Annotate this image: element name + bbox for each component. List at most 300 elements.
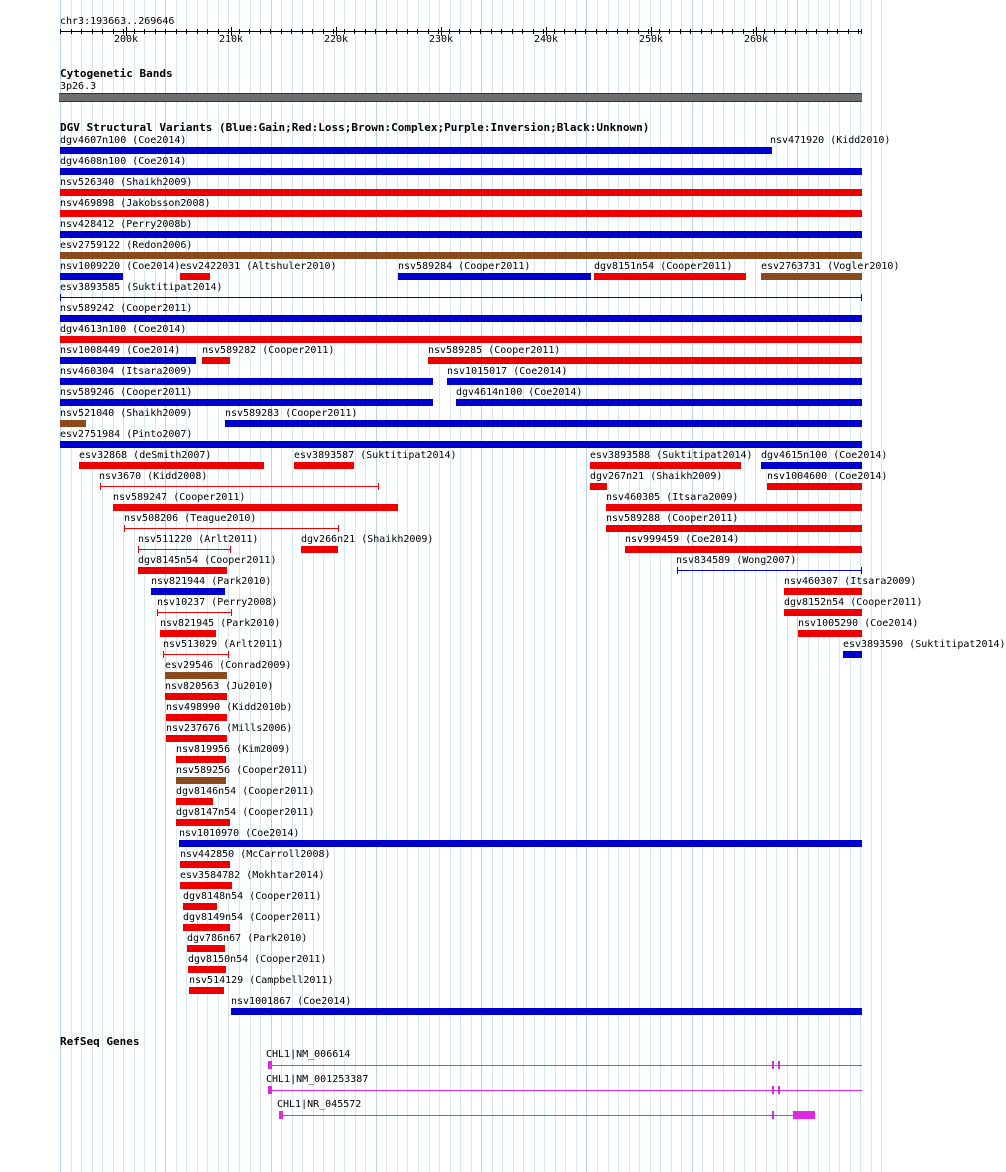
ruler-arrow-right (861, 29, 862, 34)
variant-label: nsv508206 (Teague2010) (124, 513, 257, 524)
gene-exon[interactable] (268, 1061, 272, 1069)
cytoband-bar[interactable] (59, 93, 862, 102)
grid-line (671, 0, 672, 1172)
ruler-tick-label: 210k (218, 34, 244, 45)
ruler-minor-tick (176, 29, 177, 34)
ruler-tick-label: 240k (533, 34, 559, 45)
variant-bar[interactable] (166, 714, 227, 721)
variant-bar[interactable] (60, 315, 862, 322)
grid-line (81, 0, 82, 1172)
grid-line (492, 0, 493, 1172)
variant-label: nsv589282 (Cooper2011) (202, 345, 335, 356)
ruler-minor-tick (165, 29, 166, 34)
variant-bar[interactable] (165, 672, 227, 679)
variant-label: esv2751984 (Pinto2007) (60, 429, 193, 440)
variant-end-tick (378, 483, 379, 490)
grid-line (629, 0, 630, 1172)
ruler-minor-tick (312, 29, 313, 34)
variant-bar[interactable] (189, 987, 224, 994)
variant-bar[interactable] (60, 147, 772, 154)
grid-line (386, 0, 387, 1172)
variant-label: nsv819956 (Kim2009) (176, 744, 291, 755)
variant-bar[interactable] (590, 462, 741, 469)
ruler-tick-label: 230k (428, 34, 454, 45)
grid-line (555, 0, 556, 1172)
variant-label: nsv589242 (Cooper2011) (60, 303, 193, 314)
variant-label: dgv786n67 (Park2010) (187, 933, 308, 944)
variant-label: nsv498990 (Kidd2010b) (166, 702, 293, 713)
variant-bar[interactable] (180, 861, 230, 868)
variant-label: nsv442850 (McCarroll2008) (180, 849, 331, 860)
variant-bar[interactable] (166, 735, 227, 742)
variant-label: nsv589285 (Cooper2011) (428, 345, 561, 356)
ruler-minor-tick (291, 29, 292, 34)
variant-bar[interactable] (60, 336, 862, 343)
variant-end-tick (60, 294, 61, 301)
grid-line (734, 0, 735, 1172)
grid-line (113, 0, 114, 1172)
variant-bar[interactable] (60, 357, 196, 364)
gene-exon[interactable] (772, 1111, 774, 1119)
variant-bar[interactable] (294, 462, 354, 469)
variant-label: esv3893590 (Suktitipat2014) (843, 639, 1006, 650)
grid-line (144, 0, 145, 1172)
variant-end-tick (124, 525, 125, 532)
variant-bar[interactable] (447, 378, 862, 385)
variant-label: dgv4608n100 (Coe2014) (60, 156, 187, 167)
variant-label: dgv4607n100 (Coe2014) (60, 135, 187, 146)
grid-line (429, 0, 430, 1172)
grid-line (597, 0, 598, 1172)
variant-line[interactable] (163, 654, 229, 655)
ruler-minor-tick (816, 29, 817, 34)
variant-label: nsv589246 (Cooper2011) (60, 387, 193, 398)
variant-line[interactable] (138, 549, 231, 550)
variant-end-tick (231, 609, 232, 616)
ruler-minor-tick (827, 29, 828, 34)
variant-label: dgv8151n54 (Cooper2011) (594, 261, 733, 272)
ruler-minor-tick (407, 29, 408, 34)
variant-bar[interactable] (843, 651, 862, 658)
variant-bar[interactable] (606, 504, 862, 511)
cytoband-label: 3p26.3 (60, 81, 97, 92)
ruler-minor-tick (638, 29, 639, 34)
variant-bar[interactable] (183, 924, 230, 931)
variant-bar[interactable] (60, 168, 862, 175)
ruler-minor-tick (512, 29, 513, 34)
ruler-minor-tick (249, 29, 250, 34)
ruler-minor-tick (386, 29, 387, 34)
variant-bar[interactable] (590, 483, 607, 490)
variant-label: nsv460307 (Itsara2009) (784, 576, 917, 587)
grid-line (544, 0, 545, 1172)
ruler-minor-tick (459, 29, 460, 34)
variant-bar[interactable] (60, 441, 862, 448)
variant-bar[interactable] (60, 399, 433, 406)
gene-exon[interactable] (778, 1086, 780, 1094)
variant-label: dgv4613n100 (Coe2014) (60, 324, 187, 335)
variant-label: nsv1004600 (Coe2014) (767, 471, 888, 482)
gene-exon[interactable] (279, 1111, 283, 1119)
variant-label: dgv8150n54 (Cooper2011) (188, 954, 327, 965)
ruler-minor-tick (753, 29, 754, 34)
variant-label: esv32868 (deSmith2007) (79, 450, 212, 461)
ruler-minor-tick (617, 29, 618, 34)
variant-label: esv3893587 (Suktitipat2014) (294, 450, 457, 461)
ruler-minor-tick (60, 29, 61, 34)
ruler-minor-tick (228, 29, 229, 34)
position-label: chr3:193663..269646 (60, 16, 175, 27)
ruler-tick-label: 220k (323, 34, 349, 45)
ruler-minor-tick (186, 29, 187, 34)
variant-bar[interactable] (784, 588, 862, 595)
variant-label: esv3893588 (Suktitipat2014) (590, 450, 753, 461)
variant-label: dgv8146n54 (Cooper2011) (176, 786, 315, 797)
variant-bar[interactable] (113, 504, 398, 511)
grid-line (650, 0, 651, 1172)
ruler-minor-tick (701, 29, 702, 34)
grid-line (523, 0, 524, 1172)
variant-label: nsv10237 (Perry2008) (157, 597, 278, 608)
ruler-minor-tick (659, 29, 660, 34)
ruler-minor-tick (197, 29, 198, 34)
grid-line (481, 0, 482, 1172)
variant-bar[interactable] (60, 189, 862, 196)
grid-line (639, 0, 640, 1172)
variant-end-tick (677, 567, 678, 574)
ruler-minor-tick (344, 29, 345, 34)
grid-line (355, 0, 356, 1172)
variant-label: nsv1010970 (Coe2014) (179, 828, 300, 839)
grid-line (576, 0, 577, 1172)
grid-line (418, 0, 419, 1172)
ruler-minor-tick (71, 29, 72, 34)
ruler-minor-tick (795, 29, 796, 34)
variant-label: nsv513029 (Arlt2011) (163, 639, 284, 650)
ruler-minor-tick (533, 29, 534, 34)
ruler-minor-tick (732, 29, 733, 34)
variant-label: nsv834589 (Wong2007) (676, 555, 797, 566)
variant-label: nsv1009220 (Coe2014) (60, 261, 181, 272)
variant-bar[interactable] (767, 483, 862, 490)
variant-bar[interactable] (60, 378, 433, 385)
ruler-minor-tick (564, 29, 565, 34)
variant-bar[interactable] (625, 546, 862, 553)
variant-end-tick (861, 567, 862, 574)
ruler-tick-label: 250k (638, 34, 664, 45)
variant-end-tick (100, 483, 101, 490)
ruler-minor-tick (543, 29, 544, 34)
variant-bar[interactable] (79, 462, 264, 469)
ruler-minor-tick (858, 29, 859, 34)
ruler-minor-tick (323, 29, 324, 34)
grid-line (766, 0, 767, 1172)
gene-label: CHL1|NR_045572 (277, 1099, 362, 1110)
variant-label: nsv514129 (Campbell2011) (189, 975, 334, 986)
ruler-minor-tick (92, 29, 93, 34)
variant-label: esv2763731 (Vogler2010) (761, 261, 900, 272)
variant-label: nsv237676 (Mills2006) (166, 723, 293, 734)
variant-label: nsv589256 (Cooper2011) (176, 765, 309, 776)
variant-end-tick (157, 609, 158, 616)
grid-line (397, 0, 398, 1172)
ruler-minor-tick (365, 29, 366, 34)
ruler-minor-tick (281, 29, 282, 34)
grid-line (565, 0, 566, 1172)
grid-line (450, 0, 451, 1172)
ruler-minor-tick (102, 29, 103, 34)
ruler-axis (60, 31, 862, 32)
grid-line (723, 0, 724, 1172)
variant-bar[interactable] (594, 273, 746, 280)
variant-label: nsv1015017 (Coe2014) (447, 366, 568, 377)
variant-bar[interactable] (301, 546, 338, 553)
grid-line (471, 0, 472, 1172)
grid-line (608, 0, 609, 1172)
variant-bar[interactable] (202, 357, 230, 364)
variant-bar[interactable] (176, 777, 226, 784)
variant-end-tick (228, 651, 229, 658)
ruler-minor-tick (690, 29, 691, 34)
variant-label: nsv999459 (Coe2014) (625, 534, 740, 545)
variant-label: nsv1005290 (Coe2014) (798, 618, 919, 629)
variant-label: nsv589288 (Cooper2011) (606, 513, 739, 524)
variant-line[interactable] (157, 612, 232, 613)
variant-end-tick (163, 651, 164, 658)
variant-line[interactable] (60, 297, 862, 298)
variant-bar[interactable] (176, 819, 230, 826)
variant-end-tick (138, 546, 139, 553)
variant-label: nsv1001867 (Coe2014) (231, 996, 352, 1007)
grid-line (60, 0, 61, 1172)
grid-line (502, 0, 503, 1172)
variant-label: nsv460305 (Itsara2009) (606, 492, 739, 503)
ruler-minor-tick (155, 29, 156, 34)
ruler-minor-tick (785, 29, 786, 34)
grid-line (439, 0, 440, 1172)
ruler-minor-tick (743, 29, 744, 34)
variant-label: dgv267n21 (Shaikh2009) (590, 471, 723, 482)
variant-bar[interactable] (188, 966, 226, 973)
variant-label: esv29546 (Conrad2009) (165, 660, 292, 671)
variant-end-tick (338, 525, 339, 532)
variant-bar[interactable] (231, 1008, 862, 1015)
variant-label: nsv511220 (Arlt2011) (138, 534, 259, 545)
ruler-minor-tick (764, 29, 765, 34)
gene-exon[interactable] (772, 1086, 774, 1094)
variant-bar[interactable] (398, 273, 591, 280)
variant-label: nsv526340 (Shaikh2009) (60, 177, 193, 188)
variant-bar[interactable] (160, 630, 216, 637)
ruler-minor-tick (239, 29, 240, 34)
gene-exon[interactable] (772, 1061, 774, 1069)
grid-line (702, 0, 703, 1172)
ruler-tick-label: 200k (113, 34, 139, 45)
ruler-minor-tick (417, 29, 418, 34)
variant-bar[interactable] (60, 231, 862, 238)
variant-bar[interactable] (761, 462, 862, 469)
variant-bar[interactable] (798, 630, 862, 637)
ruler-minor-tick (302, 29, 303, 34)
variant-bar[interactable] (761, 273, 862, 280)
variant-label: dgv8147n54 (Cooper2011) (176, 807, 315, 818)
variant-bar[interactable] (187, 945, 225, 952)
ruler-minor-tick (711, 29, 712, 34)
ruler-minor-tick (218, 29, 219, 34)
grid-line (134, 0, 135, 1172)
grid-line (513, 0, 514, 1172)
variant-label: nsv821945 (Park2010) (160, 618, 281, 629)
ruler-minor-tick (207, 29, 208, 34)
variant-bar[interactable] (183, 903, 217, 910)
variant-bar[interactable] (180, 882, 232, 889)
ruler-minor-tick (470, 29, 471, 34)
variant-bar[interactable] (225, 420, 862, 427)
grid-line (660, 0, 661, 1172)
dgv-track-title: DGV Structural Variants (Blue:Gain;Red:Loss;Brown:Complex;Purple:Inversion;Black:Unknown) (60, 121, 650, 134)
ruler-minor-tick (774, 29, 775, 34)
ruler-minor-tick (722, 29, 723, 34)
ruler-minor-tick (596, 29, 597, 34)
ruler-minor-tick (354, 29, 355, 34)
grid-line (755, 0, 756, 1172)
variant-label: dgv8152n54 (Cooper2011) (784, 597, 923, 608)
gene-exon[interactable] (778, 1061, 780, 1069)
variant-label: nsv821944 (Park2010) (151, 576, 272, 587)
variant-bar[interactable] (180, 273, 210, 280)
gene-label: CHL1|NM_006614 (266, 1049, 351, 1060)
variant-label: esv3584782 (Mokhtar2014) (180, 870, 325, 881)
gene-intron-line[interactable] (279, 1115, 815, 1116)
variant-bar[interactable] (428, 357, 862, 364)
variant-label: nsv469898 (Jakobsson2008) (60, 198, 211, 209)
ruler-minor-tick (113, 29, 114, 34)
variant-bar[interactable] (176, 756, 226, 763)
ruler-minor-tick (627, 29, 628, 34)
ruler-tick-label: 260k (743, 34, 769, 45)
variant-label: dgv8149n54 (Cooper2011) (183, 912, 322, 923)
variant-label: dgv4615n100 (Coe2014) (761, 450, 888, 461)
variant-bar[interactable] (60, 420, 86, 427)
variant-label: dgv4614n100 (Coe2014) (456, 387, 583, 398)
grid-line (618, 0, 619, 1172)
ruler-minor-tick (144, 29, 145, 34)
variant-label: nsv589284 (Cooper2011) (398, 261, 531, 272)
grid-line (376, 0, 377, 1172)
grid-line (692, 0, 693, 1172)
ruler-minor-tick (428, 29, 429, 34)
ruler-minor-tick (480, 29, 481, 34)
ruler-minor-tick (837, 29, 838, 34)
ruler-minor-tick (585, 29, 586, 34)
variant-label: dgv8148n54 (Cooper2011) (183, 891, 322, 902)
ruler-minor-tick (806, 29, 807, 34)
grid-line (586, 0, 587, 1172)
grid-line (71, 0, 72, 1172)
ruler-minor-tick (491, 29, 492, 34)
cytoband-track-title: Cytogenetic Bands (60, 67, 173, 80)
variant-bar[interactable] (784, 609, 862, 616)
ruler-minor-tick (554, 29, 555, 34)
variant-end-tick (771, 147, 772, 154)
variant-label: nsv589283 (Cooper2011) (225, 408, 358, 419)
variant-bar[interactable] (138, 567, 227, 574)
variant-label: nsv428412 (Perry2008b) (60, 219, 193, 230)
variant-bar[interactable] (151, 588, 225, 595)
gene-exon[interactable] (793, 1111, 815, 1119)
variant-label: dgv8145n54 (Cooper2011) (138, 555, 277, 566)
variant-label: esv2422031 (Altshuler2010) (180, 261, 337, 272)
variant-bar[interactable] (60, 252, 862, 259)
variant-bar[interactable] (60, 210, 862, 217)
ruler-minor-tick (449, 29, 450, 34)
ruler-minor-tick (81, 29, 82, 34)
variant-line[interactable] (124, 528, 339, 529)
variant-bar[interactable] (456, 399, 862, 406)
grid-line (776, 0, 777, 1172)
ruler-minor-tick (648, 29, 649, 34)
ruler-minor-tick (669, 29, 670, 34)
ruler-minor-tick (848, 29, 849, 34)
variant-label: esv3893585 (Suktitipat2014) (60, 282, 223, 293)
variant-bar[interactable] (165, 693, 227, 700)
variant-label: nsv820563 (Ju2010) (165, 681, 274, 692)
refseq-track-title: RefSeq Genes (60, 1035, 140, 1048)
ruler-minor-tick (575, 29, 576, 34)
ruler-minor-tick (134, 29, 135, 34)
variant-label: nsv3670 (Kidd2008) (99, 471, 208, 482)
grid-line (102, 0, 103, 1172)
variant-label: nsv460304 (Itsara2009) (60, 366, 193, 377)
variant-line[interactable] (677, 570, 862, 571)
grid-line (407, 0, 408, 1172)
grid-line (460, 0, 461, 1172)
variant-bar[interactable] (606, 525, 862, 532)
grid-line (123, 0, 124, 1172)
variant-label: nsv1008449 (Coe2014) (60, 345, 181, 356)
ruler-minor-tick (438, 29, 439, 34)
grid-line (681, 0, 682, 1172)
ruler-minor-tick (680, 29, 681, 34)
ruler-minor-tick (522, 29, 523, 34)
variant-label: nsv471920 (Kidd2010) (770, 135, 891, 146)
grid-line (534, 0, 535, 1172)
variant-label: dgv266n21 (Shaikh2009) (301, 534, 434, 545)
ruler-minor-tick (501, 29, 502, 34)
ruler-minor-tick (270, 29, 271, 34)
variant-label: esv2759122 (Redon2006) (60, 240, 193, 251)
grid-line (92, 0, 93, 1172)
variant-label: nsv589247 (Cooper2011) (113, 492, 246, 503)
gene-exon[interactable] (268, 1086, 272, 1094)
gene-label: CHL1|NM_001253387 (266, 1074, 369, 1085)
variant-bar[interactable] (179, 840, 862, 847)
grid-line (365, 0, 366, 1172)
variant-end-tick (230, 546, 231, 553)
grid-line (744, 0, 745, 1172)
ruler-minor-tick (123, 29, 124, 34)
grid-line (713, 0, 714, 1172)
ruler-minor-tick (375, 29, 376, 34)
ruler-minor-tick (606, 29, 607, 34)
variant-label: nsv521040 (Shaikh2009) (60, 408, 193, 419)
ruler-minor-tick (260, 29, 261, 34)
variant-bar[interactable] (60, 273, 123, 280)
ruler-minor-tick (396, 29, 397, 34)
variant-end-tick (861, 294, 862, 301)
variant-line[interactable] (100, 486, 379, 487)
variant-bar[interactable] (176, 798, 213, 805)
